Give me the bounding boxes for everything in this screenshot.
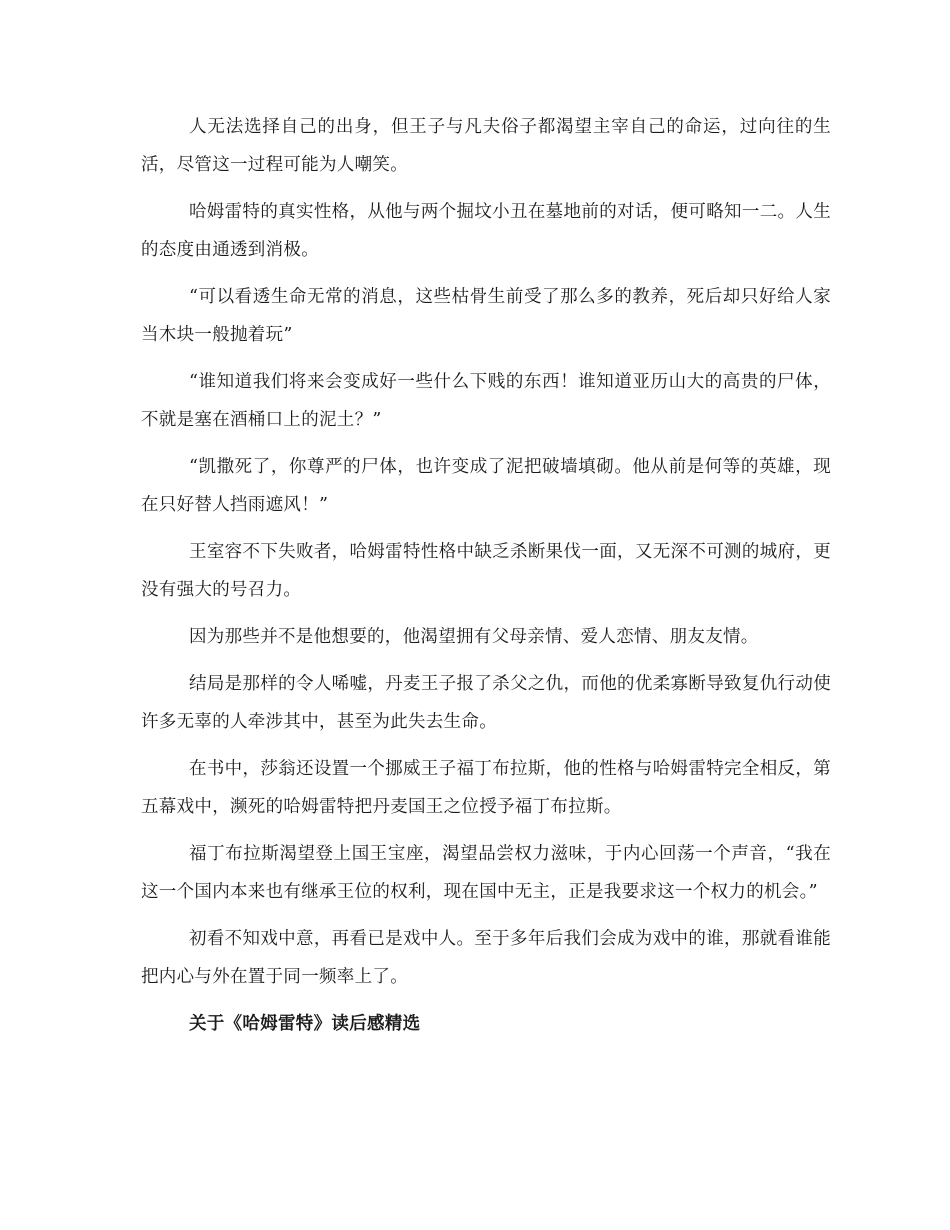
paragraph-3: “可以看透生命无常的消息，这些枯骨生前受了那么多的教养，死后却只好给人家当木块一般抛着玩” [141, 287, 831, 345]
paragraph-5: “凯撒死了，你尊严的尸体，也许变成了泥把破墙填砌。他从前是何等的英雄，现在只好替人挡雨遮风！” [141, 457, 831, 515]
paragraph-7: 因为那些并不是他想要的，他渴望拥有父母亲情、爱人恋情、朋友友情。 [189, 627, 759, 647]
document-body [141, 108, 831, 1052]
paragraph-4: “谁知道我们将来会变成好一些什么下贱的东西！谁知道亚历山大的高贵的尸体，不就是塞在酒桶口上的泥土？” [141, 372, 831, 430]
paragraph-10: 福丁布拉斯渴望登上国王宝座，渴望品尝权力滋味，于内心回荡一个声音，“我在这一个国内本来也有继承王位的权利，现在国中无主，正是我要求这一个权力的机会。” [141, 844, 831, 902]
paragraph-11: 初看不知戏中意，再看已是戏中人。至于多年后我们会成为戏中的谁，那就看谁能把内心与外在置于同一频率上了。 [141, 929, 831, 987]
paragraph-9: 在书中，莎翁还设置一个挪威王子福丁布拉斯，他的性格与哈姆雷特完全相反，第五幕戏中，濒死的哈姆雷特把丹麦国王之位授予福丁布拉斯。 [141, 759, 831, 817]
paragraph-8: 结局是那样的令人唏嘘，丹麦王子报了杀父之仇，而他的优柔寡断导致复仇行动使许多无辜的人牵涉其中，甚至为此失去生命。 [141, 674, 831, 732]
paragraph-1: 人无法选择自己的出身，但王子与凡夫俗子都渴望主宰自己的命运，过向往的生活，尽管这一过程可能为人嘲笑。 [141, 117, 831, 175]
paragraph-6: 王室容不下失败者，哈姆雷特性格中缺乏杀断果伐一面，又无深不可测的城府，更没有强大的号召力。 [141, 542, 831, 600]
section-heading: 关于《哈姆雷特》读后感精选 [189, 1014, 421, 1034]
paragraph-2: 哈姆雷特的真实性格，从他与两个掘坟小丑在墓地前的对话，便可略知一二。人生的态度由通透到消极。 [141, 202, 831, 260]
